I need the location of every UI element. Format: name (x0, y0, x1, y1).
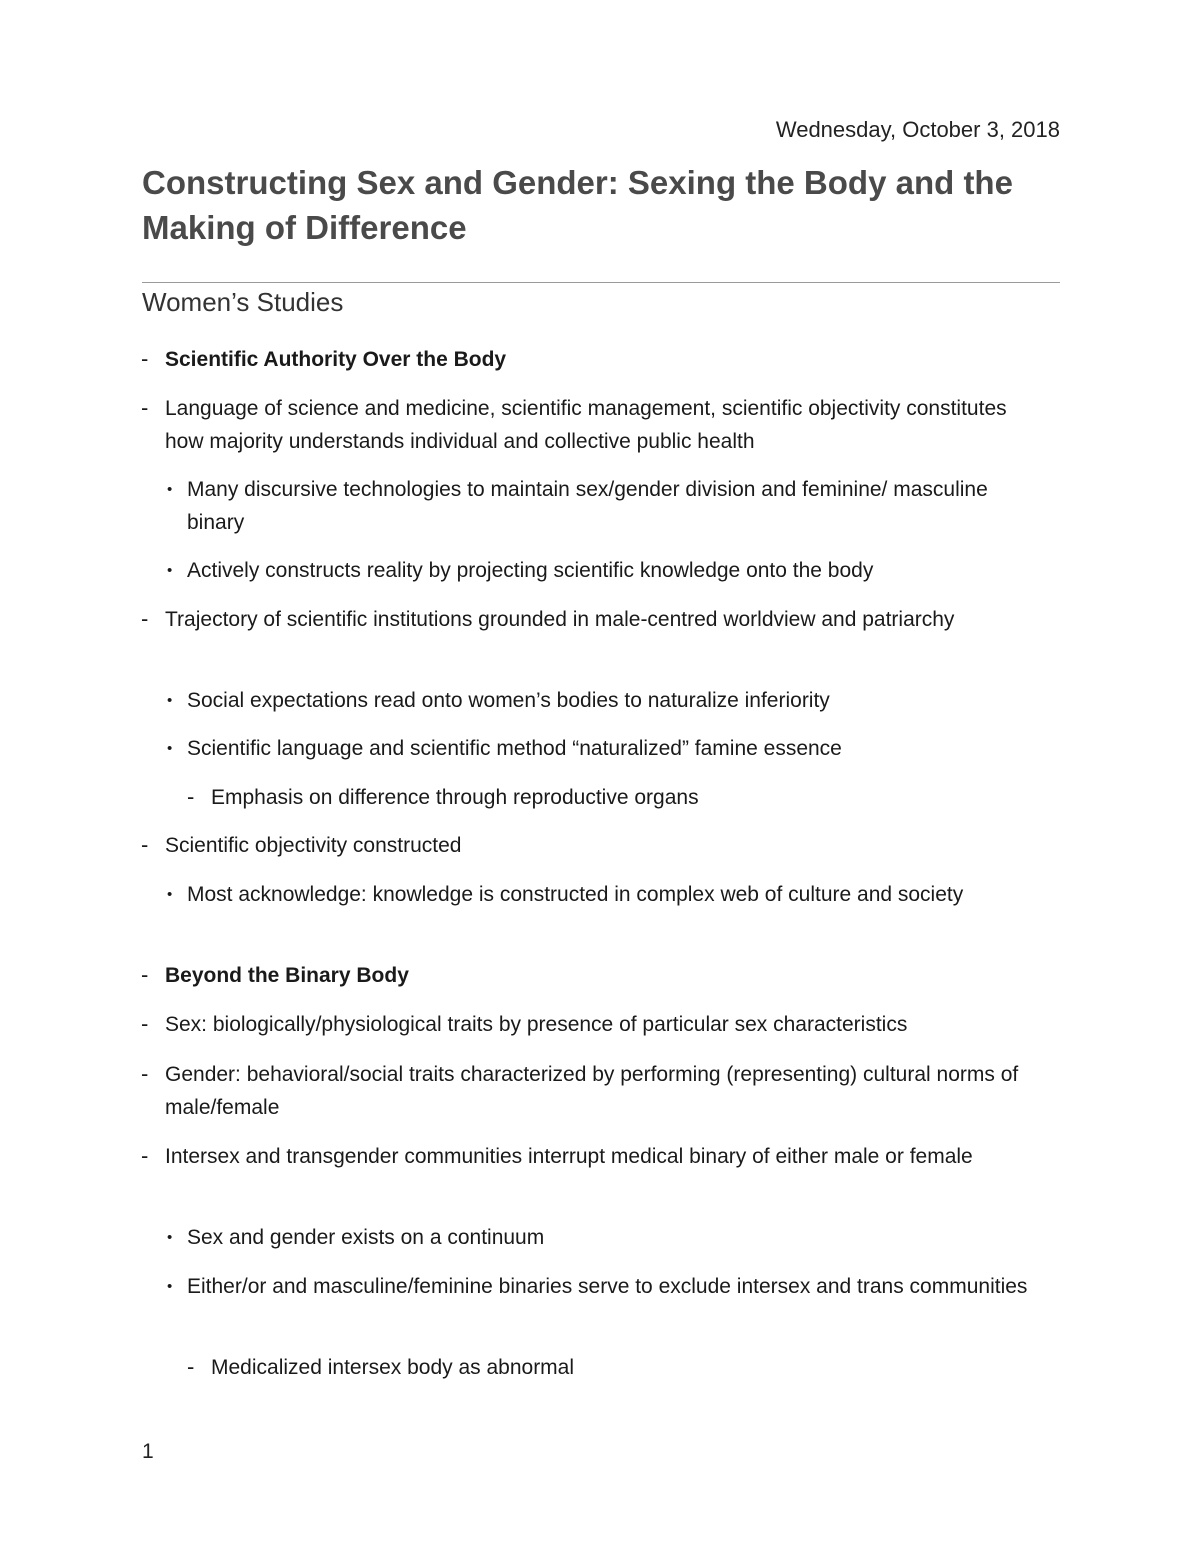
dash-marker: - (141, 395, 149, 420)
list-item (167, 554, 1047, 587)
bullet-marker: • (167, 1278, 173, 1295)
list-item (167, 473, 1047, 539)
list-item (141, 1140, 1035, 1173)
list-item (167, 684, 1047, 717)
list-item (187, 1351, 1031, 1384)
dash-marker: - (141, 1061, 149, 1086)
list-item-text: Language of science and medicine, scientific management, scientific objectivity constitutes how majority understands individual and collective public health (165, 397, 1007, 453)
list-item (141, 603, 1035, 636)
list-item-text: Actively constructs reality by projecting scientific knowledge onto the body (187, 559, 874, 582)
list-item (167, 1270, 1047, 1303)
page-title: Constructing Sex and Gender: Sexing the Body and the Making of Difference (142, 164, 1013, 246)
list-item (167, 732, 1047, 765)
dash-marker: - (141, 606, 149, 631)
bullet-marker: • (167, 1229, 173, 1246)
list-item-text: Scientific Authority Over the Body (165, 348, 507, 371)
section-heading: Women’s Studies (142, 287, 344, 317)
list-item-text: Sex and gender exists on a continuum (187, 1226, 545, 1249)
list-item-text: Either/or and masculine/feminine binaries serve to exclude intersex and trans communities (187, 1275, 1028, 1298)
list-item-text: Most acknowledge: knowledge is constructed in complex web of culture and society (187, 883, 964, 906)
list-item-text: Medicalized intersex body as abnormal (211, 1356, 575, 1379)
dash-marker: - (141, 1011, 149, 1036)
bullet-marker: • (167, 692, 173, 709)
list-item (167, 878, 1047, 911)
bullet-marker: • (167, 886, 173, 903)
list-item (187, 781, 1031, 814)
list-item-text: Social expectations read onto women’s bodies to naturalize inferiority (187, 689, 830, 712)
document-date: Wednesday, October 3, 2018 (775, 117, 1060, 142)
dash-marker: - (187, 1354, 195, 1379)
title-divider (142, 282, 1060, 283)
list-item (141, 1008, 1035, 1041)
bullet-marker: • (167, 740, 173, 757)
list-item-text: Sex: biologically/physiological traits by presence of particular sex characteristics (165, 1013, 908, 1036)
list-item-text: Scientific language and scientific method “naturalized” famine essence (187, 737, 842, 760)
list-item-text: Emphasis on difference through reproductive organs (211, 786, 699, 809)
list-item (167, 1221, 1047, 1254)
list-item (141, 959, 1035, 992)
page-number: 1 (142, 1440, 154, 1463)
list-item (141, 1058, 1035, 1124)
dash-marker: - (141, 1143, 149, 1168)
list-item-text: Scientific objectivity constructed (165, 834, 462, 857)
bullet-marker: • (167, 562, 173, 579)
list-item-text: Gender: behavioral/social traits characterized by performing (representing) cultural norms of male/female (165, 1063, 1019, 1119)
dash-marker: - (141, 346, 149, 371)
dash-marker: - (141, 832, 149, 857)
bullet-marker: • (167, 481, 173, 498)
list-item-text: Trajectory of scientific institutions grounded in male-centred worldview and patriarchy (165, 608, 955, 631)
list-item (141, 392, 1035, 458)
list-item-text: Beyond the Binary Body (165, 964, 409, 987)
dash-marker: - (187, 784, 195, 809)
list-item-text: Intersex and transgender communities interrupt medical binary of either male or female (165, 1145, 973, 1168)
list-item (141, 343, 1035, 376)
list-item-text: Many discursive technologies to maintain sex/gender division and feminine/ masculine binary (187, 478, 988, 534)
list-item (141, 829, 1035, 862)
dash-marker: - (141, 962, 149, 987)
